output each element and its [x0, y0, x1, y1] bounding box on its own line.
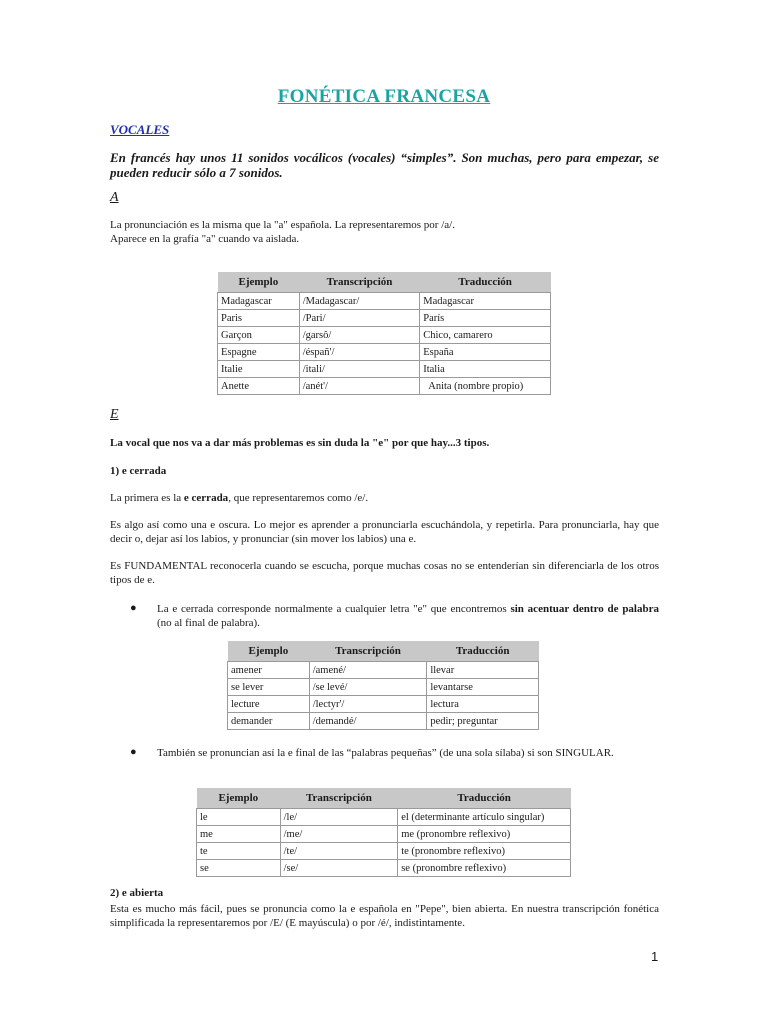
subheading-e-abierta: 2) e abierta [110, 887, 164, 899]
text-bold: e cerrada [183, 492, 229, 504]
cell: Madagascar [420, 293, 551, 310]
cell: /éspañ'/ [299, 344, 420, 361]
table-row [228, 696, 539, 713]
cell: Italie [218, 361, 300, 378]
table-row [218, 310, 551, 327]
header-traduccion: Traducción [398, 788, 571, 809]
cell: te (pronombre reflexivo) [398, 843, 571, 860]
cell: Madagascar [218, 293, 300, 310]
e-lead: La vocal que nos va a dar más problemas es sin duda la "e" por que hay...3 tipos. [110, 437, 490, 449]
bullet-icon: ● [130, 746, 137, 758]
table-a [217, 272, 551, 395]
cell: /se levé/ [309, 679, 427, 696]
subheading-e-cerrada: 1) e cerrada [110, 465, 167, 477]
table-row [218, 361, 551, 378]
e-abierta-paragraph: Esta es mucho más fácil, pues se pronuncia como la e española en "Pepe", bien abierta. En nuestra transcripción fonética simplificada la representaremos por /E/ (E mayúscula) o por /é/, indistintamente. [110, 903, 659, 929]
cell: España [420, 344, 551, 361]
section-heading-vocales: VOCALES [110, 122, 170, 137]
cell: Chico, camarero [420, 327, 551, 344]
cell: demander [228, 713, 310, 730]
table-row [228, 662, 539, 679]
cell: Italia [420, 361, 551, 378]
cell: te [197, 843, 281, 860]
cell: /anét'/ [299, 378, 420, 395]
header-ejemplo: Ejemplo [218, 272, 300, 293]
cell: levantarse [427, 679, 539, 696]
cell: París [420, 310, 551, 327]
cell: /te/ [280, 843, 398, 860]
cell: /se/ [280, 860, 398, 877]
cell: /itali/ [299, 361, 420, 378]
cell: le [197, 809, 281, 826]
page-title: FONÉTICA FRANCESA [277, 86, 491, 107]
text: La primera es la [110, 492, 184, 504]
table-e-cerrada [227, 641, 539, 730]
text: , que representaremos como /e/. [228, 492, 369, 504]
table-header-row [228, 641, 539, 662]
table-e-singular [196, 788, 571, 877]
text-bold: sin acentuar dentro de palabra [510, 603, 659, 615]
cell: Anita (nombre propio) [420, 378, 551, 395]
a-line-2: Aparece en la grafía "a" cuando va aislada. [110, 233, 300, 245]
text: La e cerrada corresponde normalmente a cualquier letra "e" que encontremos [157, 603, 511, 615]
cell: pedir; preguntar [427, 713, 539, 730]
cell: amener [228, 662, 310, 679]
header-ejemplo: Ejemplo [228, 641, 310, 662]
table-row [218, 378, 551, 395]
cell: llevar [427, 662, 539, 679]
intro-paragraph: En francés hay unos 11 sonidos vocálicos (vocales) “simples”. Son muchas, pero para empezar, se pueden reducir sólo a 7 sonidos. [110, 150, 659, 180]
cell: me [197, 826, 281, 843]
header-transcripcion: Transcripción [299, 272, 420, 293]
cell: se [197, 860, 281, 877]
page-number: 1 [651, 949, 659, 964]
cell: /lectyr'/ [309, 696, 427, 713]
table-row [218, 327, 551, 344]
heading-e: E [110, 407, 119, 422]
table-row [197, 809, 571, 826]
a-line-1: La pronunciación es la misma que la "a" española. La representaremos por /a/. [110, 219, 455, 231]
cell: /le/ [280, 809, 398, 826]
table-row [197, 843, 571, 860]
table-row [218, 293, 551, 310]
bullet-text: También se pronuncian así la e final de las “palabras pequeñas” (de una sola sílaba) si son SINGULAR. [157, 747, 614, 759]
a-description [110, 218, 659, 246]
cell: /me/ [280, 826, 398, 843]
e-cerrada-paragraph-2: Es algo así como una e oscura. Lo mejor es aprender a pronunciarla escuchándola, y repetirla. Para pronunciarla, hay que decir o, dejar así los labios, y pronunciar (sin mover los labios) una e. [110, 519, 659, 545]
table-row [228, 713, 539, 730]
header-traduccion: Traducción [427, 641, 539, 662]
cell: Anette [218, 378, 300, 395]
table-header-row [218, 272, 551, 293]
header-traduccion: Traducción [420, 272, 551, 293]
header-transcripcion: Transcripción [309, 641, 427, 662]
cell: /demandé/ [309, 713, 427, 730]
cell: /Madagascar/ [299, 293, 420, 310]
cell: Garçon [218, 327, 300, 344]
table-header-row [197, 788, 571, 809]
cell: /amené/ [309, 662, 427, 679]
header-transcripcion: Transcripción [280, 788, 398, 809]
cell: /Pari/ [299, 310, 420, 327]
table-row [197, 860, 571, 877]
cell: lecture [228, 696, 310, 713]
table-row [197, 826, 571, 843]
cell: el (determinante artículo singular) [398, 809, 571, 826]
cell: me (pronombre reflexivo) [398, 826, 571, 843]
cell: se (pronombre reflexivo) [398, 860, 571, 877]
table-row [228, 679, 539, 696]
e-cerrada-intro [110, 491, 659, 505]
text: (no al final de palabra). [157, 617, 260, 629]
bullet-text [157, 602, 659, 630]
heading-a: A [110, 190, 119, 205]
cell: lectura [427, 696, 539, 713]
cell: se lever [228, 679, 310, 696]
cell: Paris [218, 310, 300, 327]
cell: Espagne [218, 344, 300, 361]
e-cerrada-paragraph-3: Es FUNDAMENTAL reconocerla cuando se escucha, porque muchas cosas no se entenderían sin diferenciarla de los otros tipos de e. [110, 560, 659, 586]
bullet-icon: ● [130, 602, 137, 614]
header-ejemplo: Ejemplo [197, 788, 281, 809]
cell: /garsô/ [299, 327, 420, 344]
table-row [218, 344, 551, 361]
